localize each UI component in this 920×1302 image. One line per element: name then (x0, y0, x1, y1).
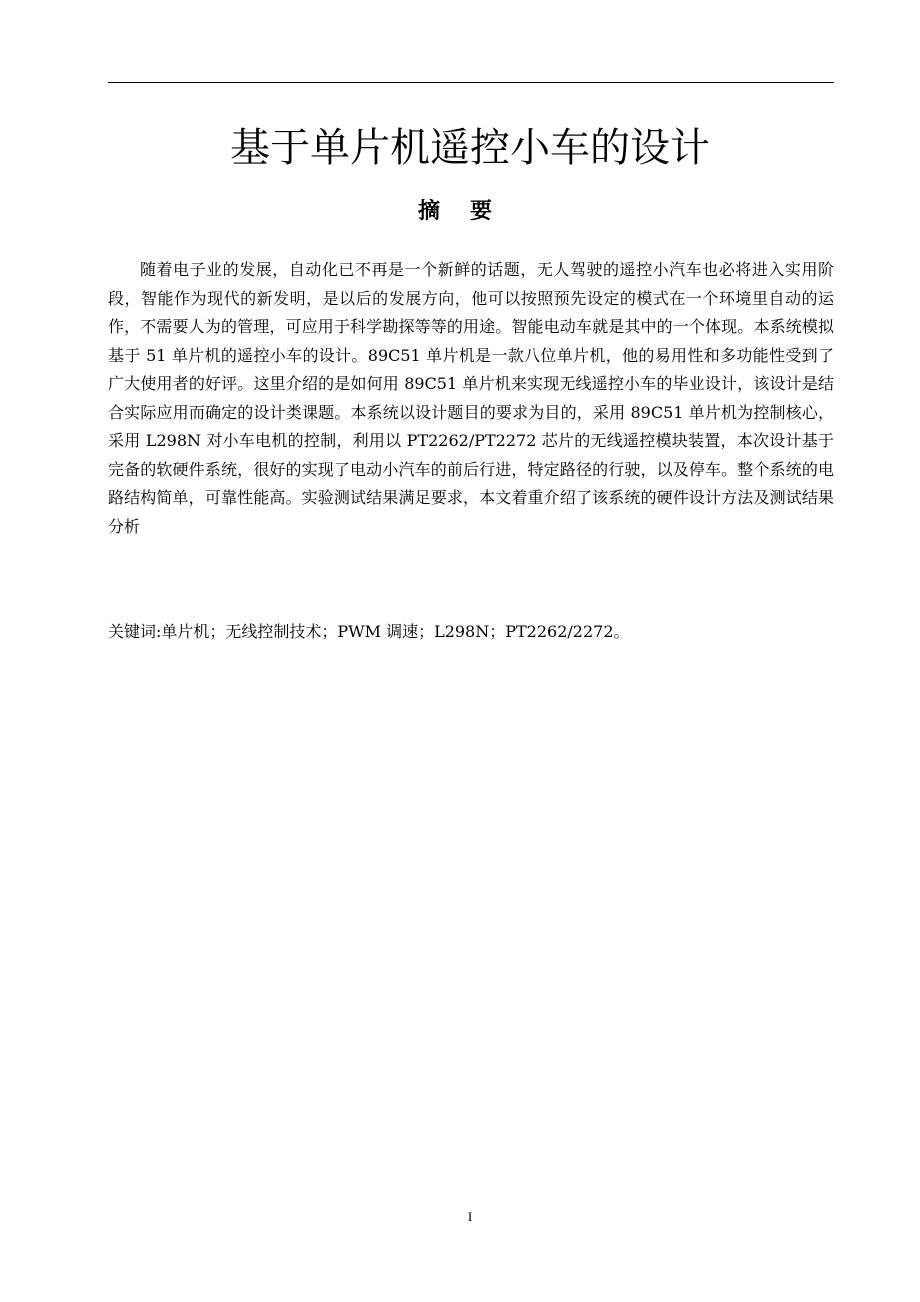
document-title: 基于单片机遥控小车的设计 (230, 125, 710, 171)
abstract-heading: 摘要 (417, 199, 522, 224)
page-number: I (467, 1209, 473, 1224)
header-rule (108, 82, 834, 83)
keywords-line: 关键词:单片机；无线控制技术；PWM 调速；L298N；PT2262/2272。 (108, 622, 630, 641)
abstract-paragraph: 随着电子业的发展，自动化已不再是一个新鲜的话题，无人驾驶的遥控小汽车也必将进入实用阶段，智能作为现代的新发明，是以后的发展方向，他可以按照预先设定的模式在一个环境里自动的运作，不需要人为的管理，可应用于科学勘探等等的用途。智能电动车就是其中的一个体现。本系统模拟基于 51 单片机的遥控小车的设计。89C51 单片机是一款八位单片机，他的易用性和多功能性受到了广大使用者的好评。这里介绍的是如何用 89C51 单片机来实现无线遥控小车的毕业设计，该设计是结合实际应用而确定的设计类课题。本系统以设计题目的要求为目的，采用 89C51 单片机为控制核心，采用 L298N 对小车电机的控制，利用以 PT2262/PT2272 芯片的无线遥控模块装置，本次设计基于完备的软硬件系统，很好的实现了电动小汽车的前后行进，特定路径的行驶，以及停车。整个系统的电路结构简单，可靠性能高。实验测试结果满足要求，本文着重介绍了该系统的硬件设计方法及测试结果分析 (108, 260, 834, 536)
